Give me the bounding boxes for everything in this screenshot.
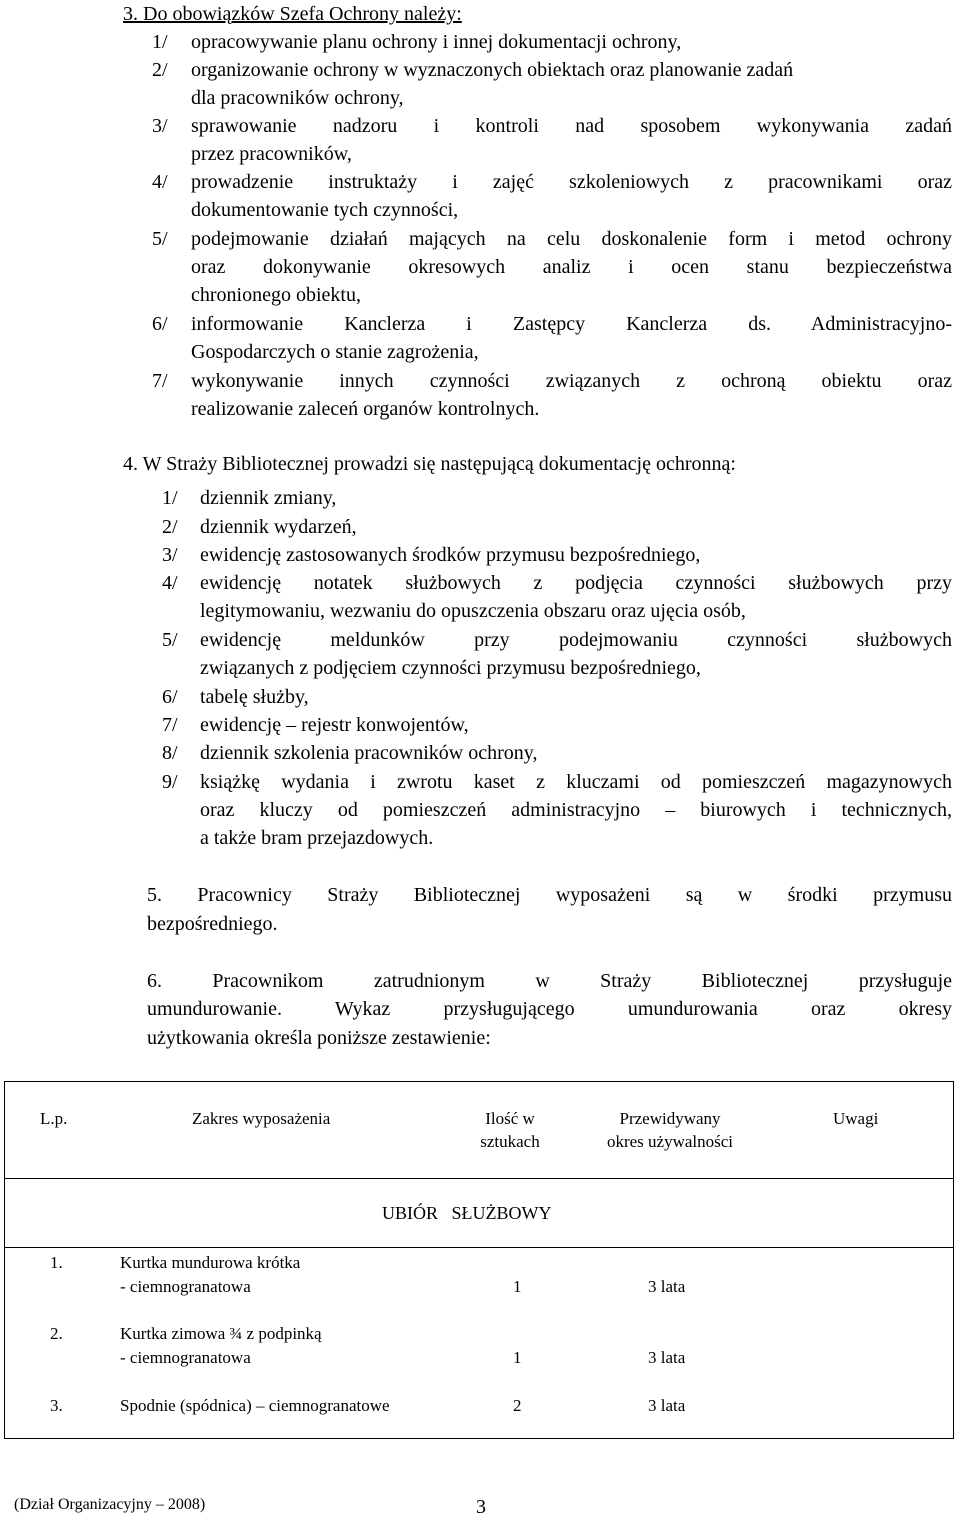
s3-item-6-line-1: informowanie Kanclerza i Zastępcy Kanclerza ds. Administracyjno- bbox=[191, 313, 952, 335]
col-header-okres-line-1: Przewidywany bbox=[619, 1109, 721, 1128]
row-3-name-line-1: Spodnie (spódnica) – ciemnogranatowe bbox=[120, 1396, 390, 1415]
s3-item-3-line-1: sprawowanie nadzoru i kontroli nad sposobem wykonywania zadań bbox=[191, 115, 952, 137]
s3-item-2-line-2: dla pracowników ochrony, bbox=[191, 87, 404, 109]
s4-item-2-num: 2/ bbox=[162, 516, 178, 538]
s3-item-2-num: 2/ bbox=[152, 59, 168, 81]
s4-item-9-line-1: książkę wydania i zwrotu kaset z kluczami od pomieszczeń magazynowych bbox=[200, 771, 952, 793]
s3-item-5-line-1: podejmowanie działań mających na celu doskonalenie form i metod ochrony bbox=[191, 228, 952, 250]
section-6-line-1: 6. Pracownikom zatrudnionym w Straży Bibliotecznej przysługuje bbox=[147, 970, 952, 992]
row-3-period: 3 lata bbox=[648, 1396, 686, 1415]
s3-item-1-num: 1/ bbox=[152, 31, 168, 53]
row-3-qty: 2 bbox=[513, 1396, 522, 1415]
s4-item-5-line-1: ewidencję meldunków przy podejmowaniu czynności służbowych bbox=[200, 629, 952, 651]
s4-item-1-num: 1/ bbox=[162, 487, 178, 509]
section-6-line-2: umundurowanie. Wykaz przysługującego umundurowania oraz okresy bbox=[147, 998, 952, 1020]
s3-item-6-line-2: Gospodarczych o stanie zagrożenia, bbox=[191, 341, 479, 363]
s3-item-7-num: 7/ bbox=[152, 370, 168, 392]
s3-item-4-line-2: dokumentowanie tych czynności, bbox=[191, 199, 459, 221]
row-1-qty: 1 bbox=[513, 1277, 522, 1296]
row-3-lp: 3. bbox=[50, 1396, 63, 1415]
s3-item-4-num: 4/ bbox=[152, 171, 168, 193]
s3-item-1-line-1: opracowywanie planu ochrony i innej dokumentacji ochrony, bbox=[191, 31, 682, 53]
s3-item-4-line-1: prowadzenie instruktaży i zajęć szkoleniowych z pracownikami oraz bbox=[191, 171, 952, 193]
row-2-qty: 1 bbox=[513, 1348, 522, 1367]
s3-item-3-num: 3/ bbox=[152, 115, 168, 137]
s3-item-7-line-1: wykonywanie innych czynności związanych z ochroną obiektu oraz bbox=[191, 370, 952, 392]
col-header-lp: L.p. bbox=[40, 1109, 68, 1128]
s4-item-5-num: 5/ bbox=[162, 629, 178, 651]
page-number: 3 bbox=[476, 1496, 486, 1518]
section-5-line-2: bezpośredniego. bbox=[147, 913, 278, 935]
section-3-heading: 3. Do obowiązków Szefa Ochrony należy: bbox=[123, 3, 462, 25]
section-6-line-3: użytkowania określa poniższe zestawienie: bbox=[147, 1027, 491, 1049]
s4-item-7-line-1: ewidencję – rejestr konwojentów, bbox=[200, 714, 469, 736]
s3-item-5-line-3: chronionego obiektu, bbox=[191, 284, 361, 306]
s4-item-9-line-3: a także bram przejazdowych. bbox=[200, 827, 434, 849]
s3-item-7-line-2: realizowanie zaleceń organów kontrolnych. bbox=[191, 398, 540, 420]
col-header-ilosc-line-1: Ilość w bbox=[485, 1109, 535, 1128]
s4-item-8-line-1: dziennik szkolenia pracowników ochrony, bbox=[200, 742, 538, 764]
row-1-name-line-2: - ciemnogranatowa bbox=[120, 1277, 251, 1296]
section-5-line-1: 5. Pracownicy Straży Bibliotecznej wyposażeni są w środki przymusu bbox=[147, 884, 952, 906]
col-header-uwagi: Uwagi bbox=[833, 1109, 879, 1128]
s3-item-5-num: 5/ bbox=[152, 228, 168, 250]
s3-item-3-line-2: przez pracowników, bbox=[191, 143, 352, 165]
s3-item-5-line-2: oraz dokonywanie okresowych analiz i ocen stanu bezpieczeństwa bbox=[191, 256, 952, 278]
row-1-lp: 1. bbox=[50, 1253, 63, 1272]
row-1-period: 3 lata bbox=[648, 1277, 686, 1296]
table-group-title: UBIÓR SŁUŻBOWY bbox=[382, 1203, 552, 1223]
s4-item-9-num: 9/ bbox=[162, 771, 178, 793]
row-2-name-line-1: Kurtka zimowa ¾ z podpinką bbox=[120, 1324, 322, 1343]
row-2-lp: 2. bbox=[50, 1324, 63, 1343]
s4-item-6-num: 6/ bbox=[162, 686, 178, 708]
table-header-divider bbox=[4, 1178, 954, 1179]
s4-item-1-line-1: dziennik zmiany, bbox=[200, 487, 337, 509]
s4-item-5-line-2: związanych z podjęciem czynności przymusu bezpośredniego, bbox=[200, 657, 701, 679]
s4-item-4-line-2: legitymowaniu, wezwaniu do opuszczenia obszaru oraz ujęcia osób, bbox=[200, 600, 746, 622]
section-4-heading: 4. W Straży Bibliotecznej prowadzi się następującą dokumentację ochronną: bbox=[123, 453, 736, 475]
row-1-name-line-1: Kurtka mundurowa krótka bbox=[120, 1253, 301, 1272]
col-header-zakres: Zakres wyposażenia bbox=[192, 1109, 331, 1128]
s4-item-6-line-1: tabelę służby, bbox=[200, 686, 309, 708]
s4-item-3-line-1: ewidencję zastosowanych środków przymusu bezpośredniego, bbox=[200, 544, 701, 566]
footer-department: (Dział Organizacyjny – 2008) bbox=[14, 1496, 206, 1513]
s3-item-6-num: 6/ bbox=[152, 313, 168, 335]
row-2-period: 3 lata bbox=[648, 1348, 686, 1367]
s4-item-7-num: 7/ bbox=[162, 714, 178, 736]
s4-item-8-num: 8/ bbox=[162, 742, 178, 764]
s4-item-4-line-1: ewidencję notatek służbowych z podjęcia czynności służbowych przy bbox=[200, 572, 952, 594]
col-header-okres-line-2: okres używalności bbox=[606, 1132, 734, 1151]
row-2-name-line-2: - ciemnogranatowa bbox=[120, 1348, 251, 1367]
col-header-ilosc-line-2: sztukach bbox=[480, 1132, 540, 1151]
s4-item-4-num: 4/ bbox=[162, 572, 178, 594]
s4-item-3-num: 3/ bbox=[162, 544, 178, 566]
table-group-divider bbox=[4, 1247, 954, 1248]
s3-item-2-line-1: organizowanie ochrony w wyznaczonych obiektach oraz planowanie zadań bbox=[191, 59, 794, 81]
s4-item-2-line-1: dziennik wydarzeń, bbox=[200, 516, 357, 538]
s4-item-9-line-2: oraz kluczy od pomieszczeń administracyjno – biurowych i technicznych, bbox=[200, 799, 952, 821]
